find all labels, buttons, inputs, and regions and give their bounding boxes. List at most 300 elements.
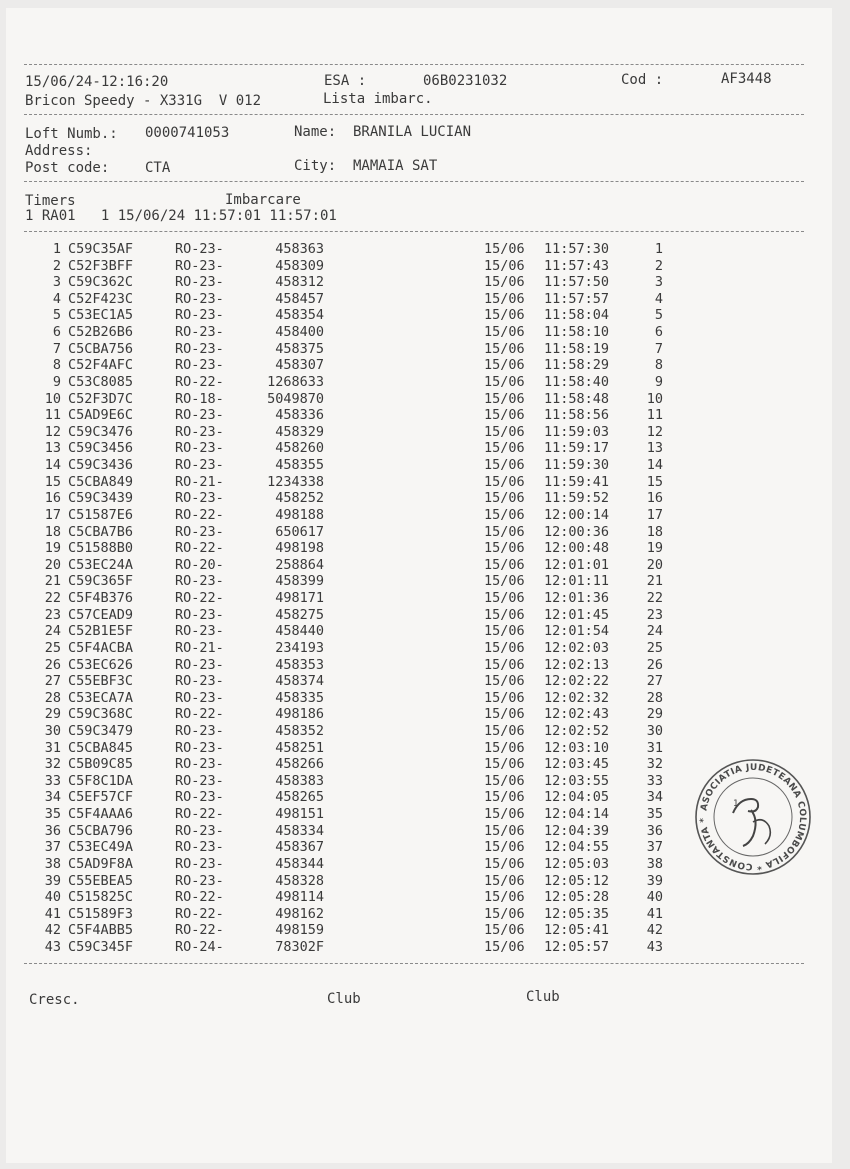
bird-date: 15/06	[484, 307, 525, 324]
bird-date: 15/06	[484, 889, 525, 906]
bird-date: 15/06	[484, 789, 525, 806]
bird-date: 15/06	[484, 639, 525, 656]
bird-code: C5F4ABB5	[68, 922, 134, 939]
bird-n: 43	[44, 939, 61, 956]
bird-row	[0, 789, 700, 806]
bird-pos: 14	[646, 457, 663, 474]
bird-date: 15/06	[484, 241, 525, 257]
bird-ring: RO-23-	[175, 789, 224, 806]
bird-time: 12:04:39	[544, 822, 610, 839]
bird-date: 15/06	[484, 290, 525, 307]
bird-num: 458400	[275, 324, 324, 341]
bird-num: 458352	[275, 722, 324, 739]
bird-ring: RO-23-	[175, 290, 224, 307]
bird-ring: RO-22-	[175, 590, 224, 607]
bird-row	[0, 657, 700, 674]
bird-date: 15/06	[484, 423, 525, 440]
bird-ring: RO-23-	[175, 440, 224, 457]
stamp-text: ASOCIATIA JUDETEANA COLUMBOFILA * CONSTANTA *	[698, 762, 808, 872]
bird-num: 650617	[275, 523, 324, 540]
bird-time: 12:05:57	[544, 939, 610, 956]
bird-code: C55EBEA5	[68, 872, 134, 889]
bird-time: 12:02:13	[544, 656, 610, 673]
bird-pos: 13	[646, 440, 663, 457]
bird-code: C59C3436	[68, 457, 134, 474]
bird-num: 458374	[275, 673, 324, 690]
bird-n: 37	[44, 839, 61, 856]
bird-date: 15/06	[484, 739, 525, 756]
bird-ring: RO-23-	[175, 257, 224, 274]
bird-num: 498186	[275, 706, 324, 723]
bird-row	[0, 524, 700, 541]
bird-row	[0, 740, 700, 757]
city-label: City:	[294, 158, 337, 174]
bird-date: 15/06	[484, 590, 525, 607]
bird-n: 33	[44, 772, 61, 789]
bird-pos: 19	[646, 540, 663, 557]
bird-num: 458260	[275, 440, 324, 457]
bird-time: 11:58:10	[544, 324, 610, 341]
bird-pos: 21	[646, 573, 663, 590]
bird-n: 27	[44, 673, 61, 690]
bird-n: 38	[44, 855, 61, 872]
bird-row	[0, 906, 700, 923]
bird-pos: 12	[646, 423, 663, 440]
bird-row	[0, 507, 700, 524]
bird-pos: 15	[646, 473, 663, 490]
bird-date: 15/06	[484, 490, 525, 507]
bird-row	[0, 391, 700, 408]
bird-pos: 28	[646, 689, 663, 706]
bird-n: 32	[44, 756, 61, 773]
club-label-2: Club	[526, 989, 560, 1005]
city-value: MAMAIA SAT	[353, 158, 438, 174]
bird-date: 15/06	[484, 540, 525, 557]
bird-code: C5F4ACBA	[68, 639, 134, 656]
bird-code: C59C3476	[68, 423, 134, 440]
device-name: Bricon Speedy - X331G V 012	[25, 93, 262, 109]
bird-row	[0, 241, 700, 258]
divider	[24, 963, 804, 964]
bird-date: 15/06	[484, 822, 525, 839]
bird-num: 458355	[275, 457, 324, 474]
bird-pos: 11	[646, 407, 663, 424]
bird-num: 458440	[275, 623, 324, 640]
bird-n: 13	[44, 440, 61, 457]
divider	[24, 114, 804, 115]
bird-date: 15/06	[484, 506, 525, 523]
club-label: Club	[327, 991, 361, 1007]
bird-num: 458312	[275, 274, 324, 291]
bird-ring: RO-23-	[175, 722, 224, 739]
bird-num: 458329	[275, 423, 324, 440]
bird-row	[0, 773, 700, 790]
cod-label: Cod :	[621, 72, 664, 88]
bird-date: 15/06	[484, 357, 525, 374]
bird-n: 40	[44, 889, 61, 906]
bird-pos: 4	[654, 290, 663, 307]
bird-time: 11:58:19	[544, 340, 610, 357]
bird-time: 12:02:52	[544, 722, 610, 739]
bird-row	[0, 673, 700, 690]
bird-n: 12	[44, 423, 61, 440]
bird-code: C52B1E5F	[68, 623, 134, 640]
bird-n: 34	[44, 789, 61, 806]
bird-code: C515825C	[68, 889, 134, 906]
bird-pos: 17	[646, 506, 663, 523]
bird-code: C5CBA756	[68, 340, 134, 357]
bird-date: 15/06	[484, 473, 525, 490]
bird-code: C59C362C	[68, 274, 134, 291]
bird-num: 458344	[275, 855, 324, 872]
bird-time: 12:05:03	[544, 855, 610, 872]
bird-ring: RO-23-	[175, 274, 224, 291]
timer-line: 1 RA01 1 15/06/24 11:57:01 11:57:01	[25, 208, 337, 224]
bird-num: 1234338	[267, 473, 324, 490]
bird-time: 12:05:12	[544, 872, 610, 889]
bird-row	[0, 640, 700, 657]
divider	[24, 231, 804, 232]
bird-code: C59C3439	[68, 490, 134, 507]
bird-time: 11:59:17	[544, 440, 610, 457]
bird-code: C53ECA7A	[68, 689, 134, 706]
bird-row	[0, 557, 700, 574]
bird-pos: 22	[646, 590, 663, 607]
bird-n: 17	[44, 506, 61, 523]
bird-n: 35	[44, 806, 61, 823]
bird-time: 11:58:48	[544, 390, 610, 407]
bird-row	[0, 474, 700, 491]
bird-row	[0, 274, 700, 291]
bird-date: 15/06	[484, 756, 525, 773]
loft-label: Loft Numb.:	[25, 126, 118, 142]
imbarcare-label: Imbarcare	[225, 192, 301, 208]
bird-n: 39	[44, 872, 61, 889]
bird-ring: RO-23-	[175, 756, 224, 773]
bird-row	[0, 939, 700, 956]
bird-n: 19	[44, 540, 61, 557]
bird-num: 458399	[275, 573, 324, 590]
cod-value: AF3448	[721, 71, 772, 87]
bird-time: 12:01:36	[544, 590, 610, 607]
bird-date: 15/06	[484, 373, 525, 390]
bird-n: 10	[44, 390, 61, 407]
bird-row	[0, 291, 700, 308]
bird-time: 11:58:29	[544, 357, 610, 374]
bird-time: 11:58:40	[544, 373, 610, 390]
bird-n: 7	[52, 340, 61, 357]
bird-date: 15/06	[484, 606, 525, 623]
bird-ring: RO-23-	[175, 872, 224, 889]
bird-n: 41	[44, 905, 61, 922]
bird-code: C5F4AAA6	[68, 806, 134, 823]
report-datetime: 15/06/24-12:16:20	[25, 74, 169, 90]
bird-ring: RO-22-	[175, 889, 224, 906]
bird-ring: RO-23-	[175, 839, 224, 856]
bird-time: 11:59:52	[544, 490, 610, 507]
bird-pos: 29	[646, 706, 663, 723]
bird-n: 11	[44, 407, 61, 424]
bird-time: 12:00:36	[544, 523, 610, 540]
bird-row	[0, 856, 700, 873]
bird-ring: RO-21-	[175, 639, 224, 656]
bird-row	[0, 457, 700, 474]
bird-code: C51589F3	[68, 905, 134, 922]
bird-num: 5049870	[267, 390, 324, 407]
bird-time: 11:57:43	[544, 257, 610, 274]
bird-code: C5CBA7B6	[68, 523, 134, 540]
bird-code: C55EBF3C	[68, 673, 134, 690]
bird-num: 458251	[275, 739, 324, 756]
bird-ring: RO-22-	[175, 540, 224, 557]
bird-num: 458363	[275, 241, 324, 257]
bird-pos: 8	[654, 357, 663, 374]
bird-code: C5AD9F8A	[68, 855, 134, 872]
bird-ring: RO-23-	[175, 457, 224, 474]
bird-n: 9	[52, 373, 61, 390]
bird-ring: RO-23-	[175, 573, 224, 590]
bird-time: 12:02:22	[544, 673, 610, 690]
bird-n: 16	[44, 490, 61, 507]
bird-n: 25	[44, 639, 61, 656]
bird-row	[0, 307, 700, 324]
bird-ring: RO-23-	[175, 324, 224, 341]
bird-code: C59C365F	[68, 573, 134, 590]
bird-pos: 40	[646, 889, 663, 906]
bird-code: C52F3BFF	[68, 257, 134, 274]
bird-row	[0, 823, 700, 840]
bird-date: 15/06	[484, 855, 525, 872]
bird-code: C53EC49A	[68, 839, 134, 856]
bird-n: 5	[52, 307, 61, 324]
bird-time: 11:57:30	[544, 241, 610, 257]
bird-time: 11:58:04	[544, 307, 610, 324]
bird-num: 498198	[275, 540, 324, 557]
bird-row	[0, 590, 700, 607]
bird-time: 12:03:10	[544, 739, 610, 756]
bird-num: 458367	[275, 839, 324, 856]
bird-row	[0, 440, 700, 457]
svg-text:1: 1	[733, 799, 739, 809]
name-label: Name:	[294, 124, 337, 140]
bird-ring: RO-23-	[175, 523, 224, 540]
bird-n: 22	[44, 590, 61, 607]
bird-pos: 30	[646, 722, 663, 739]
bird-code: C52B26B6	[68, 324, 134, 341]
bird-code: C51587E6	[68, 506, 134, 523]
cresc-label: Cresc.	[29, 992, 80, 1008]
bird-n: 18	[44, 523, 61, 540]
bird-time: 12:01:11	[544, 573, 610, 590]
bird-row	[0, 573, 700, 590]
bird-ring: RO-23-	[175, 606, 224, 623]
bird-code: C59C3479	[68, 722, 134, 739]
bird-num: 458265	[275, 789, 324, 806]
bird-num: 458383	[275, 772, 324, 789]
bird-num: 458457	[275, 290, 324, 307]
address-label: Address:	[25, 143, 93, 159]
bird-num: 458335	[275, 689, 324, 706]
bird-pos: 20	[646, 556, 663, 573]
bird-time: 11:59:30	[544, 457, 610, 474]
bird-num: 498188	[275, 506, 324, 523]
bird-pos: 37	[646, 839, 663, 856]
bird-ring: RO-18-	[175, 390, 224, 407]
bird-pos: 42	[646, 922, 663, 939]
bird-pos: 39	[646, 872, 663, 889]
bird-num: 498159	[275, 922, 324, 939]
bird-ring: RO-24-	[175, 939, 224, 956]
bird-n: 42	[44, 922, 61, 939]
bird-pos: 25	[646, 639, 663, 656]
bird-n: 4	[52, 290, 61, 307]
bird-code: C52F3D7C	[68, 390, 134, 407]
bird-code: C5CBA796	[68, 822, 134, 839]
bird-date: 15/06	[484, 407, 525, 424]
bird-num: 498151	[275, 806, 324, 823]
bird-time: 12:03:45	[544, 756, 610, 773]
bird-pos: 16	[646, 490, 663, 507]
list-title: Lista imbarc.	[323, 91, 433, 107]
bird-date: 15/06	[484, 939, 525, 956]
bird-time: 12:05:28	[544, 889, 610, 906]
bird-date: 15/06	[484, 257, 525, 274]
bird-ring: RO-22-	[175, 373, 224, 390]
bird-date: 15/06	[484, 706, 525, 723]
bird-n: 30	[44, 722, 61, 739]
bird-date: 15/06	[484, 722, 525, 739]
esa-label: ESA :	[324, 73, 367, 89]
bird-code: C57CEAD9	[68, 606, 134, 623]
bird-time: 12:01:45	[544, 606, 610, 623]
bird-row	[0, 623, 700, 640]
bird-code: C5F8C1DA	[68, 772, 134, 789]
bird-pos: 31	[646, 739, 663, 756]
bird-time: 12:04:55	[544, 839, 610, 856]
bird-ring: RO-22-	[175, 905, 224, 922]
bird-code: C51588B0	[68, 540, 134, 557]
bird-pos: 10	[646, 390, 663, 407]
bird-pos: 5	[654, 307, 663, 324]
bird-time: 11:59:41	[544, 473, 610, 490]
bird-pos: 3	[654, 274, 663, 291]
bird-code: C53C8085	[68, 373, 134, 390]
bird-code: C52F4AFC	[68, 357, 134, 374]
esa-value: 06B0231032	[423, 73, 508, 89]
bird-time: 12:01:01	[544, 556, 610, 573]
bird-ring: RO-22-	[175, 706, 224, 723]
bird-time: 12:02:43	[544, 706, 610, 723]
bird-n: 24	[44, 623, 61, 640]
bird-date: 15/06	[484, 324, 525, 341]
owner-name: BRANILA LUCIAN	[353, 124, 472, 140]
bird-ring: RO-23-	[175, 656, 224, 673]
bird-ring: RO-23-	[175, 307, 224, 324]
bird-n: 31	[44, 739, 61, 756]
bird-pos: 36	[646, 822, 663, 839]
bird-date: 15/06	[484, 922, 525, 939]
bird-row	[0, 490, 700, 507]
bird-ring: RO-23-	[175, 623, 224, 640]
bird-pos: 23	[646, 606, 663, 623]
bird-num: 458328	[275, 872, 324, 889]
bird-num: 458334	[275, 822, 324, 839]
bird-code: C5CBA849	[68, 473, 134, 490]
bird-pos: 33	[646, 772, 663, 789]
bird-num: 234193	[275, 639, 324, 656]
bird-n: 1	[52, 241, 61, 257]
bird-ring: RO-22-	[175, 806, 224, 823]
bird-code: C59C35AF	[68, 241, 134, 257]
bird-date: 15/06	[484, 556, 525, 573]
bird-row	[0, 341, 700, 358]
bird-date: 15/06	[484, 656, 525, 673]
bird-n: 2	[52, 257, 61, 274]
bird-row	[0, 806, 700, 823]
bird-num: 258864	[275, 556, 324, 573]
bird-row	[0, 374, 700, 391]
bird-pos: 27	[646, 673, 663, 690]
bird-n: 26	[44, 656, 61, 673]
bird-n: 15	[44, 473, 61, 490]
bird-ring: RO-23-	[175, 423, 224, 440]
bird-pos: 1	[654, 241, 663, 257]
bird-date: 15/06	[484, 390, 525, 407]
bird-ring: RO-20-	[175, 556, 224, 573]
bird-date: 15/06	[484, 673, 525, 690]
bird-num: 458252	[275, 490, 324, 507]
bird-code: C5CBA845	[68, 739, 134, 756]
bird-date: 15/06	[484, 839, 525, 856]
bird-n: 23	[44, 606, 61, 623]
bird-time: 12:03:55	[544, 772, 610, 789]
bird-date: 15/06	[484, 523, 525, 540]
bird-num: 458353	[275, 656, 324, 673]
bird-row	[0, 889, 700, 906]
bird-row	[0, 540, 700, 557]
bird-row	[0, 922, 700, 939]
bird-n: 21	[44, 573, 61, 590]
bird-ring: RO-23-	[175, 241, 224, 257]
bird-pos: 41	[646, 905, 663, 922]
post-code-value: CTA	[145, 160, 171, 176]
bird-code: C52F423C	[68, 290, 134, 307]
bird-row	[0, 357, 700, 374]
bird-date: 15/06	[484, 274, 525, 291]
bird-n: 14	[44, 457, 61, 474]
bird-time: 12:04:14	[544, 806, 610, 823]
bird-ring: RO-23-	[175, 822, 224, 839]
bird-pos: 35	[646, 806, 663, 823]
bird-ring: RO-23-	[175, 739, 224, 756]
bird-row	[0, 407, 700, 424]
bird-time: 11:59:03	[544, 423, 610, 440]
bird-time: 12:01:54	[544, 623, 610, 640]
bird-time: 12:00:48	[544, 540, 610, 557]
association-stamp	[693, 758, 813, 876]
bird-ring: RO-23-	[175, 340, 224, 357]
bird-date: 15/06	[484, 905, 525, 922]
bird-pos: 18	[646, 523, 663, 540]
bird-code: C53EC1A5	[68, 307, 134, 324]
bird-code: C5AD9E6C	[68, 407, 134, 424]
bird-num: 458354	[275, 307, 324, 324]
bird-num: 498114	[275, 889, 324, 906]
bird-pos: 32	[646, 756, 663, 773]
bird-ring: RO-23-	[175, 357, 224, 374]
loft-number: 0000741053	[145, 125, 230, 141]
bird-num: 458375	[275, 340, 324, 357]
